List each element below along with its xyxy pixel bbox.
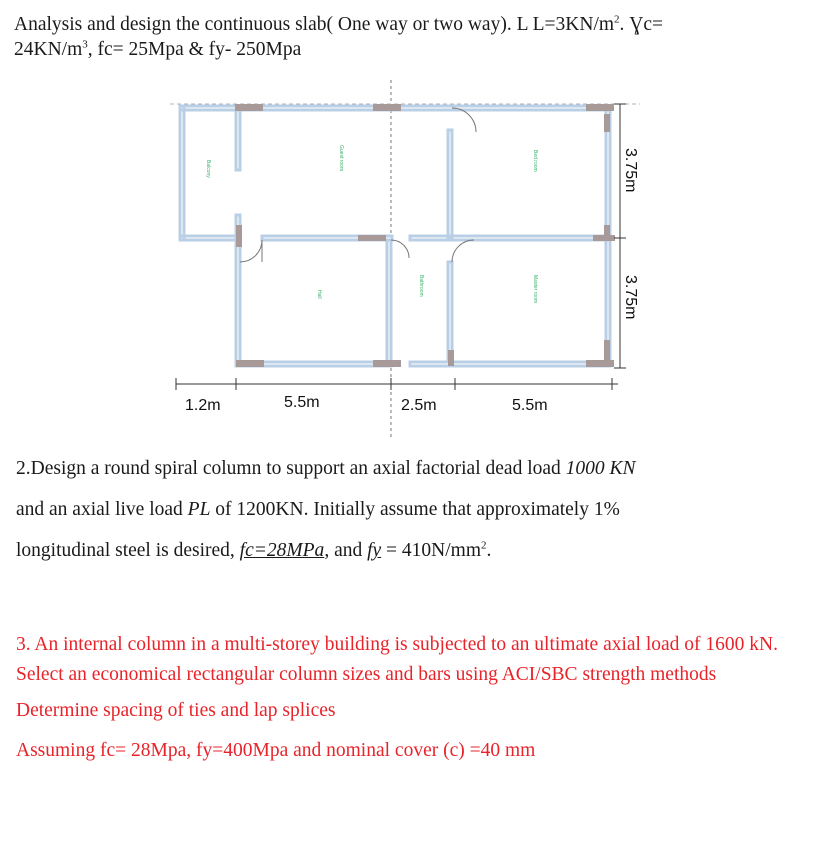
column — [236, 225, 242, 247]
wall-left-upper — [236, 110, 240, 170]
column — [236, 360, 264, 367]
question-3-ties: Determine spacing of ties and lap splices — [16, 700, 336, 721]
wall-v-bed-left — [448, 130, 452, 238]
question-2-line-2: and an axial live load PL of 1200KN. Initially assume that approximately 1% — [16, 499, 620, 520]
dim-label-1: 1.2m — [185, 397, 221, 414]
room-label-bed-room: Bed room — [532, 150, 538, 172]
wall-mid-right — [410, 236, 610, 240]
door-master — [452, 240, 474, 262]
question-1-line-1: Analysis and design the continuous slab( One way or two way). L $L=3KN/m^2$. Ɣc= — [14, 13, 664, 35]
question-1-line-2: $24KN/m^3$, fc= 25Mpa & fy- 250Mpa — [14, 38, 302, 60]
door-bath — [391, 240, 409, 258]
room-label-guest-room: Guest room — [338, 145, 344, 172]
door-hall — [240, 240, 262, 262]
dim-label-3: 2.5m — [401, 397, 437, 414]
wall-v-bath-left — [387, 240, 391, 365]
question-2 — [16, 448, 812, 571]
question-3 — [16, 630, 812, 766]
column — [604, 114, 610, 132]
vertical-dimension-labels — [622, 148, 639, 319]
column — [358, 235, 386, 241]
question-3-paragraph: 3. An internal column in a multi-storey building is subjected to an ultimate axial load of 1600 kN. Select an economical rectangular column sizes and bars using ACI/SBC strength methods — [16, 634, 778, 685]
door-bed — [452, 108, 476, 132]
column — [235, 104, 263, 111]
column — [604, 340, 610, 360]
column — [586, 360, 614, 367]
wall-v-master-left — [448, 262, 452, 362]
room-label-balcony: Balcony — [205, 160, 211, 178]
walls — [180, 106, 610, 366]
dim-label-v2: 3.75m — [622, 275, 639, 320]
column — [373, 104, 401, 111]
column — [448, 350, 454, 366]
column — [604, 225, 610, 241]
horizontal-dimension-labels — [185, 394, 548, 414]
horizontal-dimension — [176, 378, 618, 390]
vertical-dimension — [614, 104, 626, 368]
room-labels — [205, 145, 538, 303]
dim-label-2: 5.5m — [284, 394, 320, 411]
dim-label-4: 5.5m — [512, 397, 548, 414]
column — [373, 360, 401, 367]
dim-label-v1: 3.75m — [622, 148, 639, 193]
wall-balcony-left — [180, 106, 184, 240]
wall-balcony-bottom — [180, 236, 240, 240]
question-2-line-3: longitudinal steel is desired, fc=28MPa, and fy = $410N/mm^2$. — [16, 539, 492, 561]
question-3-assumptions: Assuming fc= 28Mpa, fy=400Mpa and nominal cover (c) =40 mm — [16, 740, 536, 761]
wall-bottom-right — [410, 362, 610, 366]
column — [586, 104, 614, 111]
room-label-hall: Hall — [316, 290, 322, 299]
room-label-bathroom: Bathroom — [418, 275, 424, 297]
question-2-line-1: 2.Design a round spiral column to support an axial factorial dead load 1000 KN — [16, 458, 636, 479]
room-label-master-room: Master room — [532, 275, 538, 304]
